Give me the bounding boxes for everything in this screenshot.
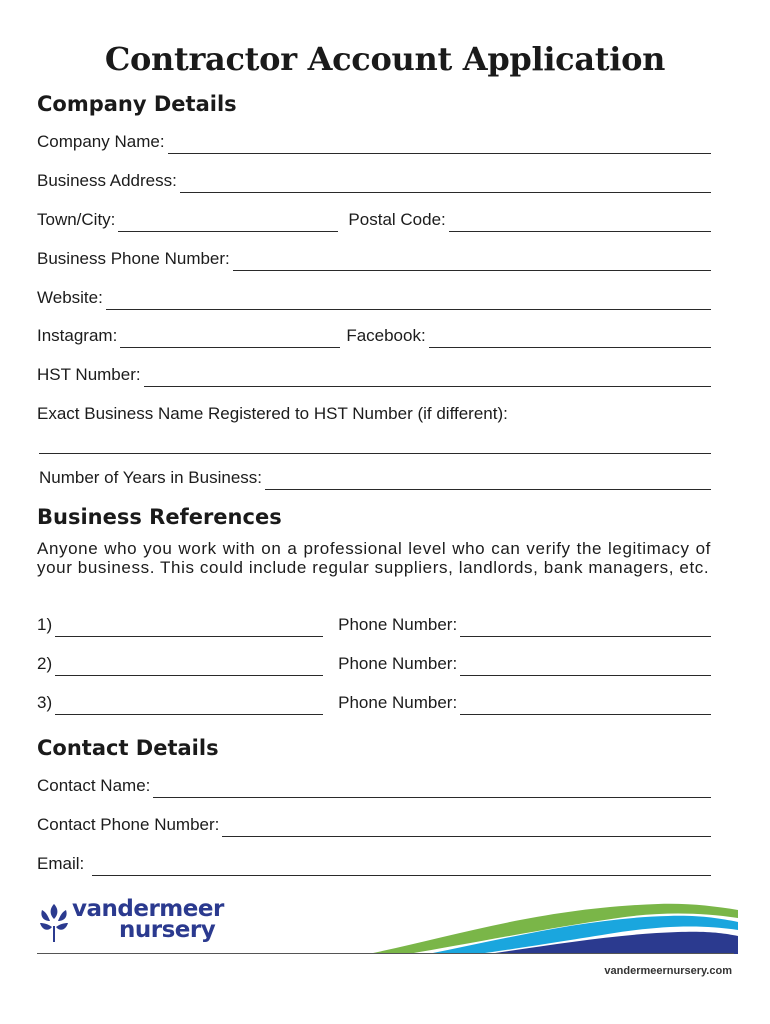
contact-name-label: Contact Name: — [37, 776, 151, 795]
brand-swoosh-graphic — [368, 898, 738, 956]
website-row — [37, 284, 711, 310]
logo-text-line2: nursery — [119, 917, 216, 943]
reference-phone-label: Phone Number: — [338, 615, 458, 634]
social-row — [37, 322, 711, 348]
iris-flower-icon — [36, 900, 72, 944]
reference-name-field[interactable] — [55, 617, 323, 637]
reference-number: 2) — [37, 654, 53, 673]
facebook-label: Facebook: — [346, 326, 426, 345]
business-address-row — [37, 167, 711, 193]
contact-name-field[interactable] — [153, 778, 711, 798]
footer-website-url: vandermeernursery.com — [604, 965, 732, 977]
instagram-field[interactable] — [120, 328, 340, 348]
hst-number-field[interactable] — [144, 367, 711, 387]
reference-name-field[interactable] — [55, 656, 323, 676]
contact-name-row — [37, 772, 711, 798]
contact-phone-label: Contact Phone Number: — [37, 815, 220, 834]
years-in-business-field[interactable] — [265, 470, 711, 490]
exact-business-name-field[interactable] — [39, 434, 711, 454]
reference-phone-field[interactable] — [460, 656, 711, 676]
contact-phone-row — [37, 811, 711, 837]
vandermeer-logo — [36, 896, 224, 946]
contact-phone-field[interactable] — [222, 817, 711, 837]
website-field[interactable] — [106, 290, 711, 310]
years-in-business-row — [37, 464, 711, 490]
reference-phone-label: Phone Number: — [338, 693, 458, 712]
instagram-label: Instagram: — [37, 326, 118, 345]
reference-row-1 — [37, 611, 711, 637]
company-name-label: Company Name: — [37, 132, 165, 151]
company-details-heading: Company Details — [37, 92, 237, 116]
postal-code-field[interactable] — [449, 212, 711, 232]
email-row — [37, 850, 711, 876]
reference-phone-field[interactable] — [460, 617, 711, 637]
town-city-field[interactable] — [118, 212, 338, 232]
exact-business-name-row — [37, 400, 711, 426]
exact-business-name-line-row — [37, 428, 711, 454]
company-name-field[interactable] — [168, 134, 711, 154]
email-field[interactable] — [92, 856, 711, 876]
page-title: Contractor Account Application — [104, 40, 666, 78]
business-references-heading: Business References — [37, 505, 282, 529]
website-label: Website: — [37, 288, 103, 307]
reference-phone-field[interactable] — [460, 695, 711, 715]
business-address-label: Business Address: — [37, 171, 177, 190]
reference-number: 1) — [37, 615, 53, 634]
logo-text-line1: vandermeer — [72, 896, 224, 922]
business-phone-label: Business Phone Number: — [37, 249, 230, 268]
hst-number-row — [37, 361, 711, 387]
email-label: Email: — [37, 854, 85, 873]
town-postal-row — [37, 206, 711, 232]
postal-code-label: Postal Code: — [348, 210, 446, 229]
exact-business-name-label: Exact Business Name Registered to HST Number (if different): — [37, 404, 508, 423]
hst-number-label: HST Number: — [37, 365, 141, 384]
reference-name-field[interactable] — [55, 695, 323, 715]
reference-phone-label: Phone Number: — [338, 654, 458, 673]
facebook-field[interactable] — [429, 328, 711, 348]
company-name-row — [37, 128, 711, 154]
contact-details-heading: Contact Details — [37, 736, 219, 760]
reference-row-2 — [37, 650, 711, 676]
business-phone-field[interactable] — [233, 251, 711, 271]
reference-row-3 — [37, 689, 711, 715]
footer-divider — [37, 953, 734, 954]
years-in-business-label: Number of Years in Business: — [39, 468, 263, 487]
business-phone-row — [37, 245, 711, 271]
town-city-label: Town/City: — [37, 210, 116, 229]
reference-number: 3) — [37, 693, 53, 712]
references-description: Anyone who you work with on a professional level who can verify the legitimacy of your business. This could include regular suppliers, landlords, bank managers, etc. — [37, 539, 711, 577]
business-address-field[interactable] — [180, 173, 711, 193]
